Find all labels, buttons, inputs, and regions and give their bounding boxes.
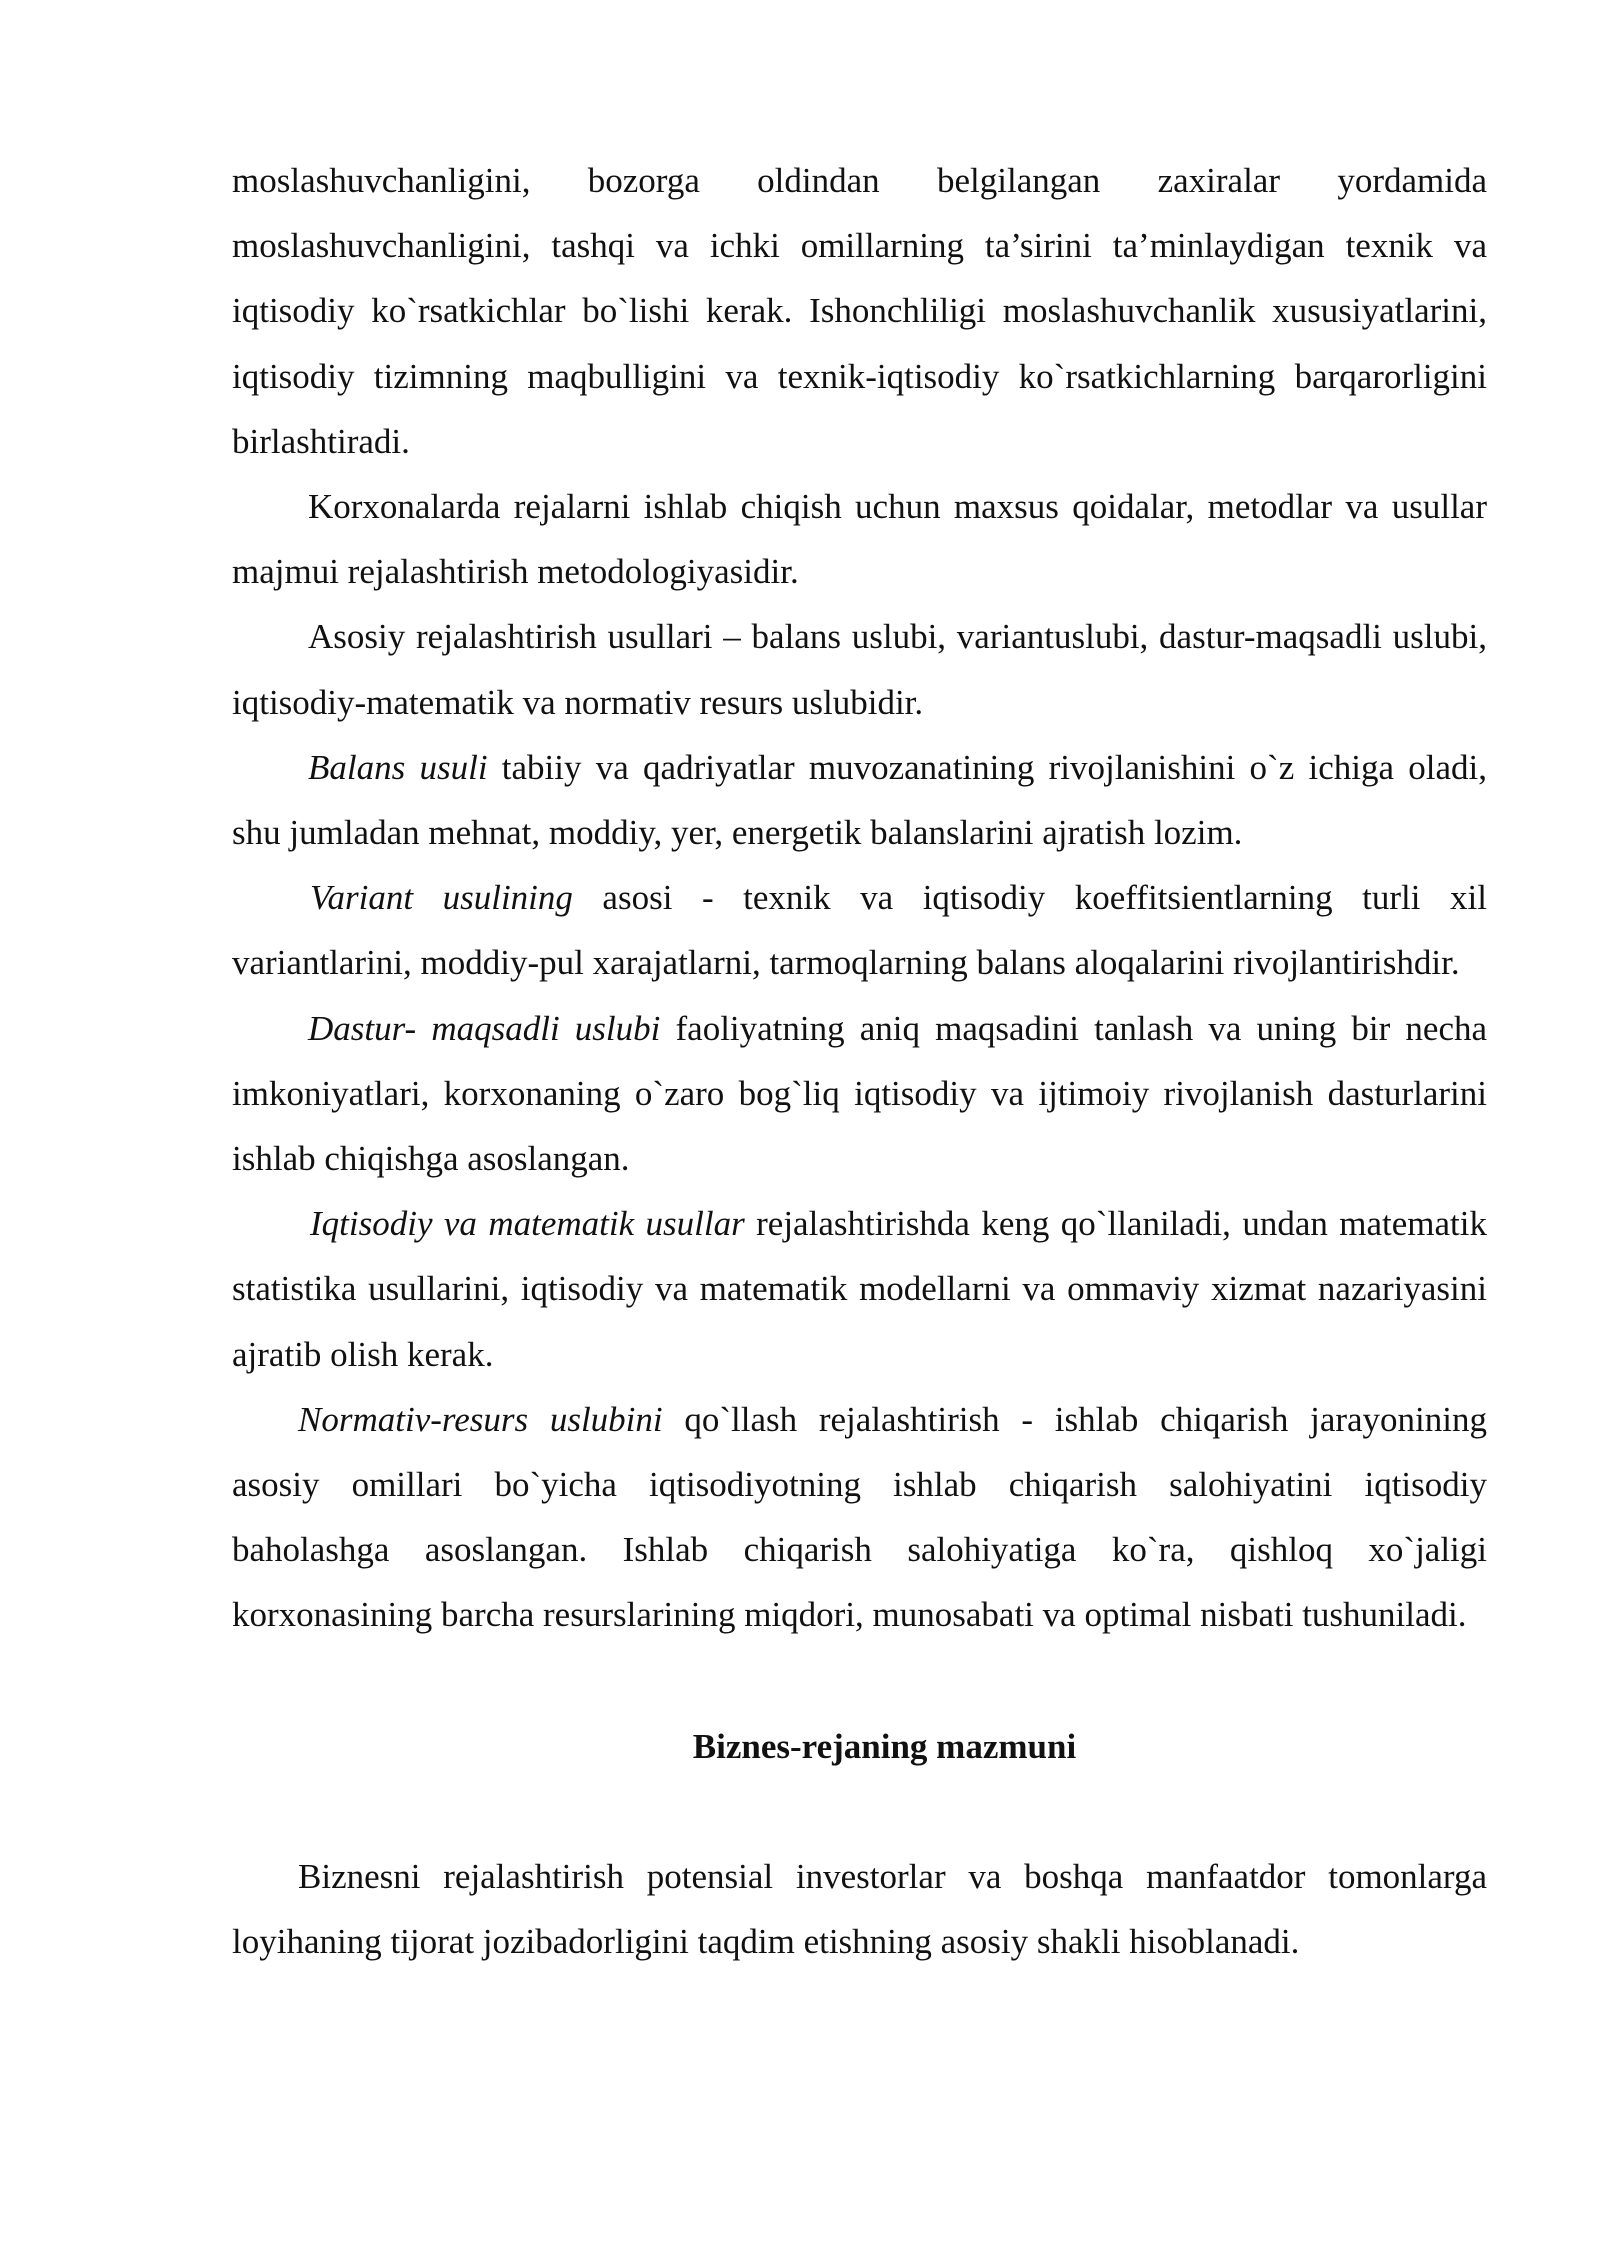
paragraph-econ-math-methods bbox=[232, 1191, 1487, 1387]
document-page bbox=[232, 148, 1487, 1974]
spacer bbox=[232, 1648, 1487, 1714]
term-variant-method: Variant usulining bbox=[310, 878, 573, 918]
paragraph-text: rejalashtirishda keng qo`llaniladi, undan matematik statistika usullarini, iqtisodiy va matematik modellarni va ommaviy xizmat nazariyasini ajratib olish kerak. bbox=[232, 1204, 1487, 1374]
paragraph-normative-resource-method bbox=[232, 1387, 1487, 1648]
paragraph-text: qo`llash rejalashtirish - ishlab chiqarish jarayonining asosiy omillari bo`yicha iqtisodiyotning ishlab chiqarish salohiyatini iqtisodiy baholashga asoslangan. Ishlab chiqarish salohiyatiga ko`ra, qishloq xo`jaligi korxonasining barcha resurslarining miqdori, munosabati va optimal nisbati tushuniladi. bbox=[232, 1399, 1488, 1635]
paragraph-program-target-method bbox=[232, 996, 1487, 1192]
paragraph-text: Korxonalarda rejalarni ishlab chiqish uchun maxsus qoidalar, metodlar va usullar majmui rejalashtirish metodologiyasidir. bbox=[232, 487, 1487, 592]
paragraph-text: Asosiy rejalashtirish usullari – balans uslubi, variantuslubi, dastur-maqsadli uslubi, iqtisodiy-matematik va normativ resurs uslubidir. bbox=[232, 617, 1487, 722]
paragraph-balance-method bbox=[232, 735, 1487, 865]
paragraph-text: asosi - texnik va iqtisodiy koeffitsientlarning turli xil variantlarini, moddiy-pul xarajatlarni, tarmoqlarning balans aloqalarini rivojlantirishdir. bbox=[232, 878, 1487, 983]
term-program-target-method: Dastur- maqsadli uslubi bbox=[308, 1008, 661, 1048]
paragraph-methodology bbox=[232, 474, 1487, 604]
paragraph-text: tabiiy va qadriyatlar muvozanatining rivojlanishini o`z ichiga oladi, shu jumladan mehnat, moddiy, yer, energetik balanslarini ajratish lozim. bbox=[232, 747, 1487, 853]
paragraph-text: faoliyatning aniq maqsadini tanlash va uning bir necha imkoniyatlari, korxonaning o`zaro bog`liq iqtisodiy va ijtimoiy rivojlanish dasturlarini ishlab chiqishga asoslangan. bbox=[232, 1008, 1488, 1179]
paragraph-text: Biznesni rejalashtirish potensial investorlar va boshqa manfaatdor tomonlarga loyihaning tijorat jozibadorligini taqdim etishning asosiy shakli hisoblanadi. bbox=[232, 1856, 1487, 1961]
paragraph-text: moslashuvchanligini, bozorga oldindan belgilangan zaxiralar yordamida moslashuvchanligini, tashqi va ichki omillarning ta’sirini ta’minlaydigan texnik va iqtisodiy ko`rsatkichlar bo`lishi kerak. Ishonchliligi moslashuvchanlik xususiyatlarini, iqtisodiy tizimning maqbulligini va texnik-iqtisodiy ko`rsatkichlarning barqarorligini birlashtiradi. bbox=[232, 161, 1487, 461]
term-normative-resource-method: Normativ-resurs uslubini bbox=[298, 1399, 663, 1439]
term-balance-method: Balans usuli bbox=[308, 747, 488, 787]
paragraph-business-planning bbox=[232, 1844, 1487, 1974]
paragraph-reliability bbox=[232, 148, 1487, 474]
section-heading: Biznes-rejaning mazmuni bbox=[692, 1726, 1077, 1766]
term-econ-math-methods: Iqtisodiy va matematik usullar bbox=[310, 1204, 745, 1244]
paragraph-main-methods bbox=[232, 604, 1487, 734]
paragraph-variant-method bbox=[232, 865, 1487, 995]
spacer bbox=[232, 1779, 1487, 1844]
